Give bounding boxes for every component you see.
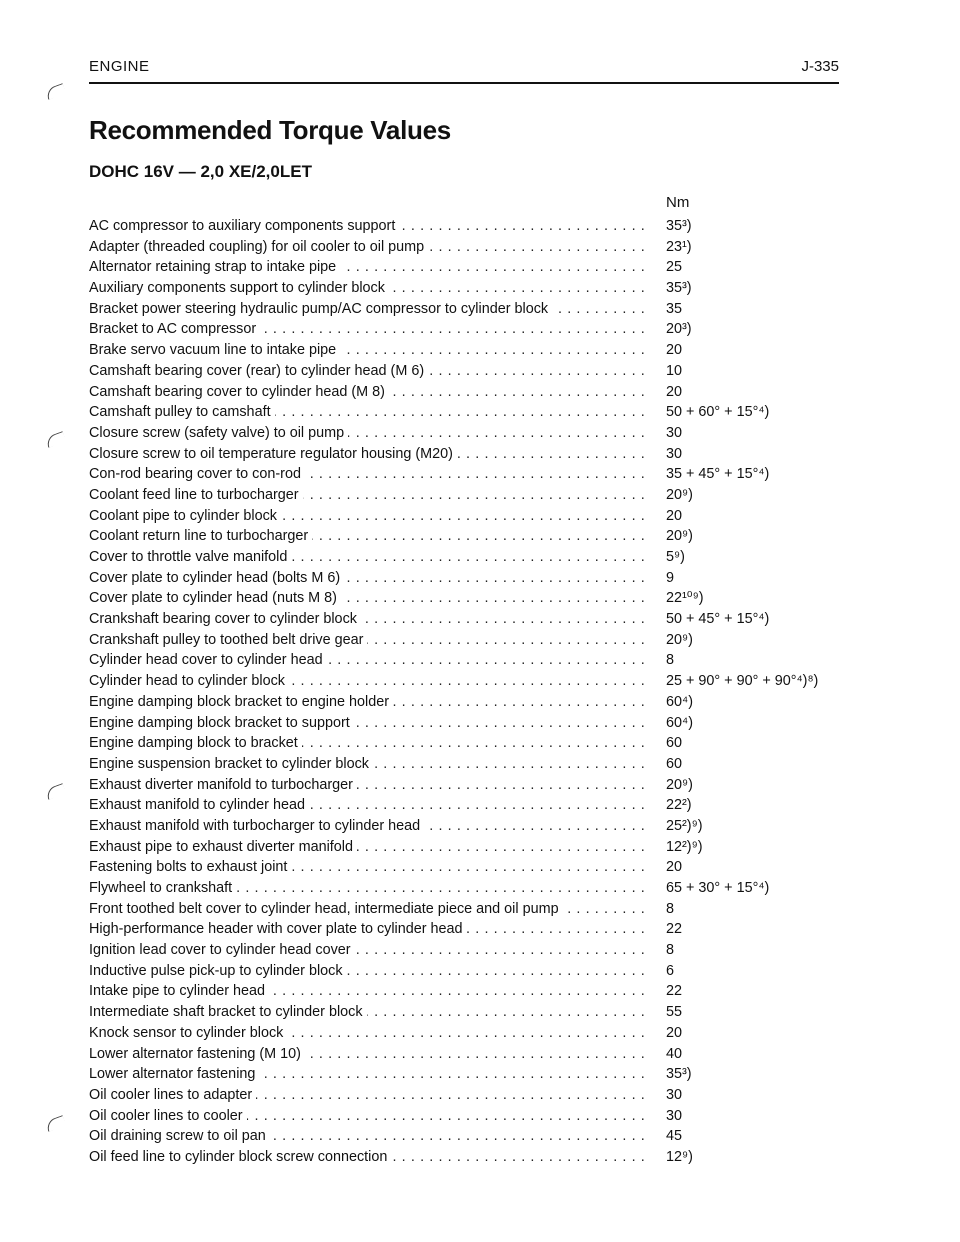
component-description — [89, 382, 649, 403]
page-header — [89, 58, 839, 84]
table-row — [89, 878, 849, 899]
component-description — [89, 857, 649, 878]
table-row — [89, 547, 849, 568]
description-text: Crankshaft bearing cover to cylinder block — [89, 611, 361, 627]
component-description — [89, 423, 649, 444]
component-description — [89, 1085, 649, 1106]
torque-value: 35³) — [666, 218, 692, 234]
component-description — [89, 816, 649, 837]
torque-value: 12²)⁹) — [666, 838, 703, 855]
component-description — [89, 402, 649, 423]
component-description — [89, 1064, 649, 1085]
table-row — [89, 588, 849, 609]
table-row — [89, 1126, 849, 1147]
torque-value: 40 — [666, 1045, 683, 1062]
component-description — [89, 609, 649, 630]
component-description — [89, 299, 649, 320]
table-row — [89, 899, 849, 920]
table-row — [89, 444, 849, 465]
component-description — [89, 257, 649, 278]
table-row — [89, 1002, 849, 1023]
description-text: Cover plate to cylinder head (nuts M 8) — [89, 590, 341, 606]
section-name: ENGINE — [89, 58, 150, 75]
component-description — [89, 671, 649, 692]
description-text: Exhaust pipe to exhaust diverter manifold — [89, 839, 357, 855]
component-description — [89, 733, 649, 754]
margin-mark — [45, 783, 67, 800]
torque-value: 8 — [666, 900, 675, 917]
description-text: Oil draining screw to oil pan — [89, 1128, 270, 1144]
description-text: Auxiliary components support to cylinder block — [89, 280, 389, 296]
torque-value: 20⁹) — [666, 776, 693, 793]
component-description — [89, 485, 649, 506]
torque-value: 30 — [666, 445, 683, 462]
description-text: Cylinder head cover to cylinder head — [89, 652, 327, 668]
description-text: Lower alternator fastening (M 10) — [89, 1046, 305, 1062]
description-text: Engine damping block bracket to support — [89, 715, 354, 731]
torque-value: 50 + 60° + 15°⁴) — [666, 404, 770, 421]
torque-value: 35 + 45° + 15°⁴) — [666, 466, 770, 483]
page-subtitle: DOHC 16V — 2,0 XE/2,0LET — [89, 162, 312, 181]
table-row — [89, 506, 849, 527]
table-row — [89, 1147, 849, 1168]
description-text: Exhaust manifold with turbocharger to cylinder head — [89, 818, 424, 834]
table-row — [89, 961, 849, 982]
table-row — [89, 733, 849, 754]
table-row — [89, 257, 849, 278]
component-description — [89, 692, 649, 713]
component-description — [89, 1126, 649, 1147]
description-text: Crankshaft pulley to toothed belt drive gear — [89, 632, 367, 648]
description-text: Camshaft bearing cover (rear) to cylinder head (M 6) — [89, 363, 428, 379]
description-text: Cover plate to cylinder head (bolts M 6) — [89, 570, 344, 586]
component-description — [89, 1023, 649, 1044]
torque-value: 35³) — [666, 280, 692, 297]
table-row — [89, 526, 849, 547]
torque-value: 50 + 45° + 15°⁴) — [666, 611, 770, 628]
table-row — [89, 402, 849, 423]
torque-value: 55 — [666, 1004, 683, 1021]
torque-value: 30 — [666, 424, 683, 441]
torque-value: 8 — [666, 652, 675, 669]
torque-value: 25²)⁹) — [666, 817, 703, 834]
table-row — [89, 671, 849, 692]
description-text: Fastening bolts to exhaust joint — [89, 859, 291, 875]
table-row — [89, 692, 849, 713]
torque-value: 20⁹) — [666, 486, 693, 503]
description-text: Oil cooler lines to adapter — [89, 1087, 256, 1103]
component-description — [89, 464, 649, 485]
torque-value: 65 + 30° + 15°⁴) — [666, 880, 770, 896]
component-description — [89, 837, 649, 858]
torque-value: 20⁹) — [666, 631, 693, 648]
table-row — [89, 361, 849, 382]
description-text: Cylinder head to cylinder block — [89, 673, 289, 689]
torque-value: 20³) — [666, 321, 692, 338]
component-description — [89, 961, 649, 982]
torque-value: 12⁹) — [666, 1148, 693, 1165]
table-row — [89, 216, 849, 237]
page-number: J-335 — [801, 58, 839, 75]
component-description — [89, 547, 649, 568]
description-text: Closure screw to oil temperature regulator housing (M20) — [89, 446, 457, 462]
component-description — [89, 713, 649, 734]
table-row — [89, 837, 849, 858]
table-row — [89, 299, 849, 320]
torque-value: 22²) — [666, 797, 692, 814]
torque-value: 30 — [666, 1107, 683, 1124]
torque-value: 8 — [666, 942, 675, 959]
torque-value: 20 — [666, 342, 683, 359]
component-description — [89, 630, 649, 651]
component-description — [89, 981, 649, 1002]
description-text: Alternator retaining strap to intake pipe — [89, 259, 340, 275]
torque-value: 22 — [666, 983, 683, 1000]
table-row — [89, 568, 849, 589]
description-text: Exhaust diverter manifold to turbocharger — [89, 777, 357, 793]
component-description — [89, 795, 649, 816]
component-description — [89, 878, 649, 899]
torque-value: 23¹) — [666, 238, 692, 255]
description-text: Brake servo vacuum line to intake pipe — [89, 342, 340, 358]
description-text: Bracket to AC compressor — [89, 321, 260, 337]
table-row — [89, 981, 849, 1002]
table-row — [89, 1044, 849, 1065]
torque-value: 35³) — [666, 1066, 692, 1083]
torque-value: 10 — [666, 362, 683, 379]
table-row — [89, 630, 849, 651]
margin-mark — [45, 83, 67, 100]
torque-value: 20⁹) — [666, 528, 693, 545]
table-row — [89, 650, 849, 671]
description-text: Intake pipe to cylinder head — [89, 983, 269, 999]
margin-mark — [45, 1115, 67, 1132]
description-text: Engine suspension bracket to cylinder block — [89, 756, 373, 772]
margin-mark — [45, 431, 67, 448]
torque-value: 25 — [666, 259, 683, 276]
description-text: Inductive pulse pick-up to cylinder block — [89, 963, 347, 979]
table-row — [89, 775, 849, 796]
description-text: Cover to throttle valve manifold — [89, 549, 291, 565]
component-description — [89, 319, 649, 340]
table-row — [89, 857, 849, 878]
torque-value: 20 — [666, 383, 683, 400]
torque-value: 60 — [666, 755, 683, 772]
description-text: AC compressor to auxiliary components support — [89, 218, 399, 234]
torque-value: 60⁴) — [666, 693, 693, 710]
table-row — [89, 919, 849, 940]
torque-value: 35 — [666, 300, 683, 317]
component-description — [89, 526, 649, 547]
table-row — [89, 816, 849, 837]
description-text: Exhaust manifold to cylinder head — [89, 797, 309, 813]
torque-value: 60 — [666, 735, 683, 752]
component-description — [89, 899, 649, 920]
unit-header: Nm — [666, 194, 690, 211]
component-description — [89, 340, 649, 361]
component-description — [89, 650, 649, 671]
component-description — [89, 1106, 649, 1127]
table-row — [89, 423, 849, 444]
description-text: Con-rod bearing cover to con-rod — [89, 466, 305, 482]
table-row — [89, 237, 849, 258]
table-row — [89, 609, 849, 630]
description-text: Lower alternator fastening — [89, 1066, 259, 1082]
table-row — [89, 754, 849, 775]
table-row — [89, 464, 849, 485]
description-text: Coolant pipe to cylinder block — [89, 508, 281, 524]
page-title: Recommended Torque Values — [89, 115, 451, 145]
component-description — [89, 568, 649, 589]
table-row — [89, 340, 849, 361]
component-description — [89, 278, 649, 299]
description-text: Adapter (threaded coupling) for oil cooler to oil pump — [89, 239, 428, 255]
component-description — [89, 940, 649, 961]
torque-value: 22¹⁰⁹) — [666, 590, 704, 607]
torque-value: 6 — [666, 962, 675, 979]
torque-value: 20 — [666, 507, 683, 524]
description-text: Ignition lead cover to cylinder head cover — [89, 942, 355, 958]
component-description — [89, 506, 649, 527]
description-text: Front toothed belt cover to cylinder head, intermediate piece and oil pump — [89, 901, 563, 917]
table-row — [89, 795, 849, 816]
description-text: Knock sensor to cylinder block — [89, 1025, 287, 1041]
component-description — [89, 1044, 649, 1065]
table-row — [89, 1064, 849, 1085]
torque-value: 30 — [666, 1086, 683, 1103]
component-description — [89, 361, 649, 382]
component-description — [89, 216, 649, 237]
torque-table — [89, 216, 849, 1168]
table-row — [89, 485, 849, 506]
table-row — [89, 319, 849, 340]
component-description — [89, 237, 649, 258]
description-text: Oil cooler lines to cooler — [89, 1108, 247, 1124]
table-row — [89, 1023, 849, 1044]
component-description — [89, 1002, 649, 1023]
torque-value: 20 — [666, 859, 683, 876]
table-row — [89, 713, 849, 734]
description-text: Flywheel to crankshaft — [89, 880, 236, 896]
description-text: Engine damping block to bracket — [89, 735, 302, 751]
component-description — [89, 588, 649, 609]
component-description — [89, 1147, 649, 1168]
component-description — [89, 919, 649, 940]
table-row — [89, 940, 849, 961]
description-text: Engine damping block bracket to engine holder — [89, 694, 393, 710]
description-text: Closure screw (safety valve) to oil pump — [89, 425, 348, 441]
torque-value: 45 — [666, 1128, 683, 1145]
torque-value: 22 — [666, 921, 683, 938]
description-text: Coolant return line to turbocharger — [89, 528, 312, 544]
torque-value: 20 — [666, 1024, 683, 1041]
description-text: Intermediate shaft bracket to cylinder block — [89, 1004, 367, 1020]
table-row — [89, 1085, 849, 1106]
torque-value: 60⁴) — [666, 714, 693, 731]
description-text: Camshaft pulley to camshaft — [89, 404, 275, 420]
description-text: Oil feed line to cylinder block screw connection — [89, 1149, 391, 1165]
torque-value: 25 + 90° + 90° + 90°⁴)⁸) — [666, 673, 819, 690]
description-text: Bracket power steering hydraulic pump/AC compressor to cylinder block — [89, 301, 552, 317]
table-row — [89, 1106, 849, 1127]
table-row — [89, 278, 849, 299]
description-text: Coolant feed line to turbocharger — [89, 487, 303, 503]
torque-value: 9 — [666, 569, 675, 586]
component-description — [89, 754, 649, 775]
component-description — [89, 775, 649, 796]
description-text: High-performance header with cover plate to cylinder head — [89, 921, 467, 937]
description-text: Camshaft bearing cover to cylinder head (M 8) — [89, 384, 389, 400]
torque-value: 5⁹) — [666, 549, 685, 565]
component-description — [89, 444, 649, 465]
table-row — [89, 382, 849, 403]
